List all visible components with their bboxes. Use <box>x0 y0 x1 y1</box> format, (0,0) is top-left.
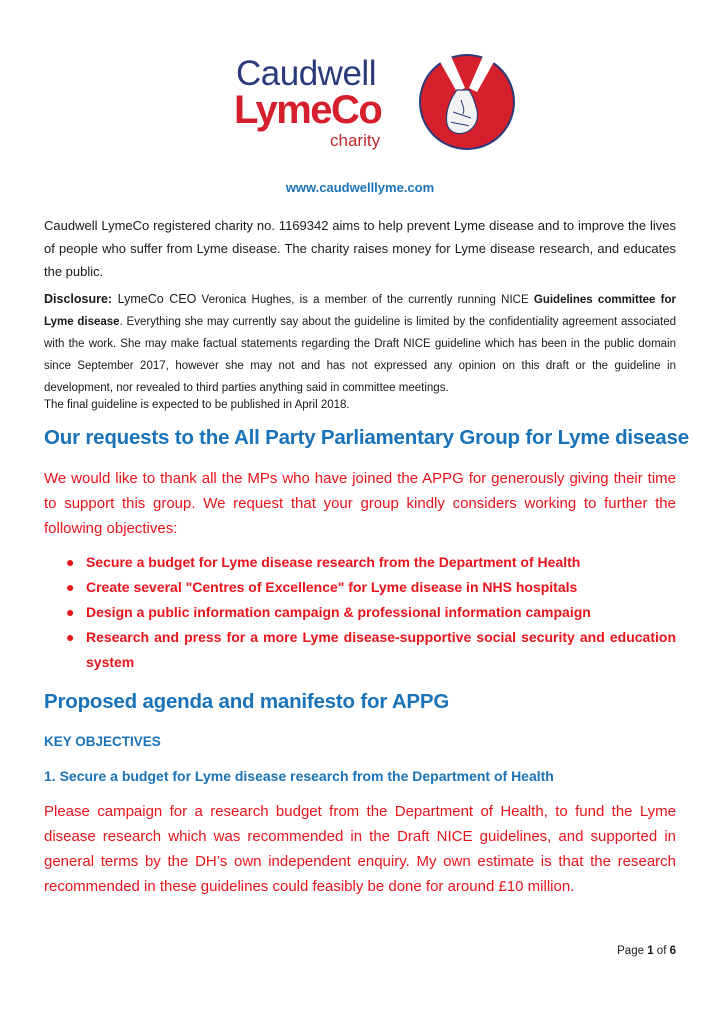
disclosure-text-2: . Everything she may currently say about the guideline is limited by the confidentiality agreement associated with the work. She may make factual statements regarding the Draft NICE guideline which has been in the public domain since September 2017, however she may not and has not expressed any opinion on this draft or the guideline in development, nor revealed to third parties anything said in committee meetings. <box>44 316 676 394</box>
agenda-heading: Proposed agenda and manifesto for APPG <box>44 690 450 713</box>
list-item: ● Secure a budget for Lyme disease research from the Department of Health <box>66 550 676 575</box>
final-guideline-note: The final guideline is expected to be published in April 2018. <box>44 399 350 411</box>
bullet-icon: ● <box>66 579 75 595</box>
bullet-icon: ● <box>66 554 75 570</box>
bullet-icon: ● <box>66 629 75 645</box>
list-item: ● Create several "Centres of Excellence" for Lyme disease in NHS hospitals <box>66 575 676 600</box>
disclosure-committee-name: Guidelines committee for Lyme disease <box>44 294 677 328</box>
list-item: ● Research and press for a more Lyme disease-supportive social security and education system <box>66 625 676 675</box>
charity-intro-paragraph: Caudwell LymeCo registered charity no. 1169342 aims to help prevent Lyme disease and to improve the lives of people who suffer from Lyme disease. The charity raises money for Lyme disease research, and educates the public. <box>44 218 676 279</box>
objective-1-paragraph: Please campaign for a research budget from the Department of Health, to fund the Lyme disease research which was recommended in the Draft NICE guidelines, and supported in general terms by the DH’s own independent enquiry. My own estimate is that the research recommended in these guidelines could feasibly be done for around £10 million. <box>44 803 676 895</box>
bullet-icon: ● <box>66 604 75 620</box>
disclosure-text-1: Veronica Hughes, is a member of the currently running NICE <box>196 294 534 306</box>
requests-heading: Our requests to the All Party Parliamentary Group for Lyme disease <box>44 426 689 449</box>
charity-logo <box>232 52 492 158</box>
logo-charity-text: charity <box>330 131 381 150</box>
objective-1-title: 1. Secure a budget for Lyme disease research from the Department of Health <box>44 768 554 784</box>
website-link[interactable]: www.caudwelllyme.com <box>285 180 435 195</box>
disclosure-lead: LymeCo CEO <box>112 292 197 306</box>
requests-intro-paragraph: We would like to thank all the MPs who have joined the APPG for generously giving their time to support this group. We request that your group kindly considers working to further the following objectives: <box>44 470 676 537</box>
key-objectives-subheading: KEY OBJECTIVES <box>44 734 161 749</box>
list-item: ● Design a public information campaign & professional information campaign <box>66 600 676 625</box>
objectives-list <box>66 550 676 675</box>
holding-hands-icon <box>417 52 517 152</box>
logo-caudwell-text: Caudwell <box>236 54 376 93</box>
disclosure-paragraph <box>44 288 676 399</box>
logo-lymeco-text: LymeCo <box>234 88 382 132</box>
disclosure-label: Disclosure: <box>44 292 113 306</box>
page-number: Page 1 of 6 <box>617 945 676 957</box>
